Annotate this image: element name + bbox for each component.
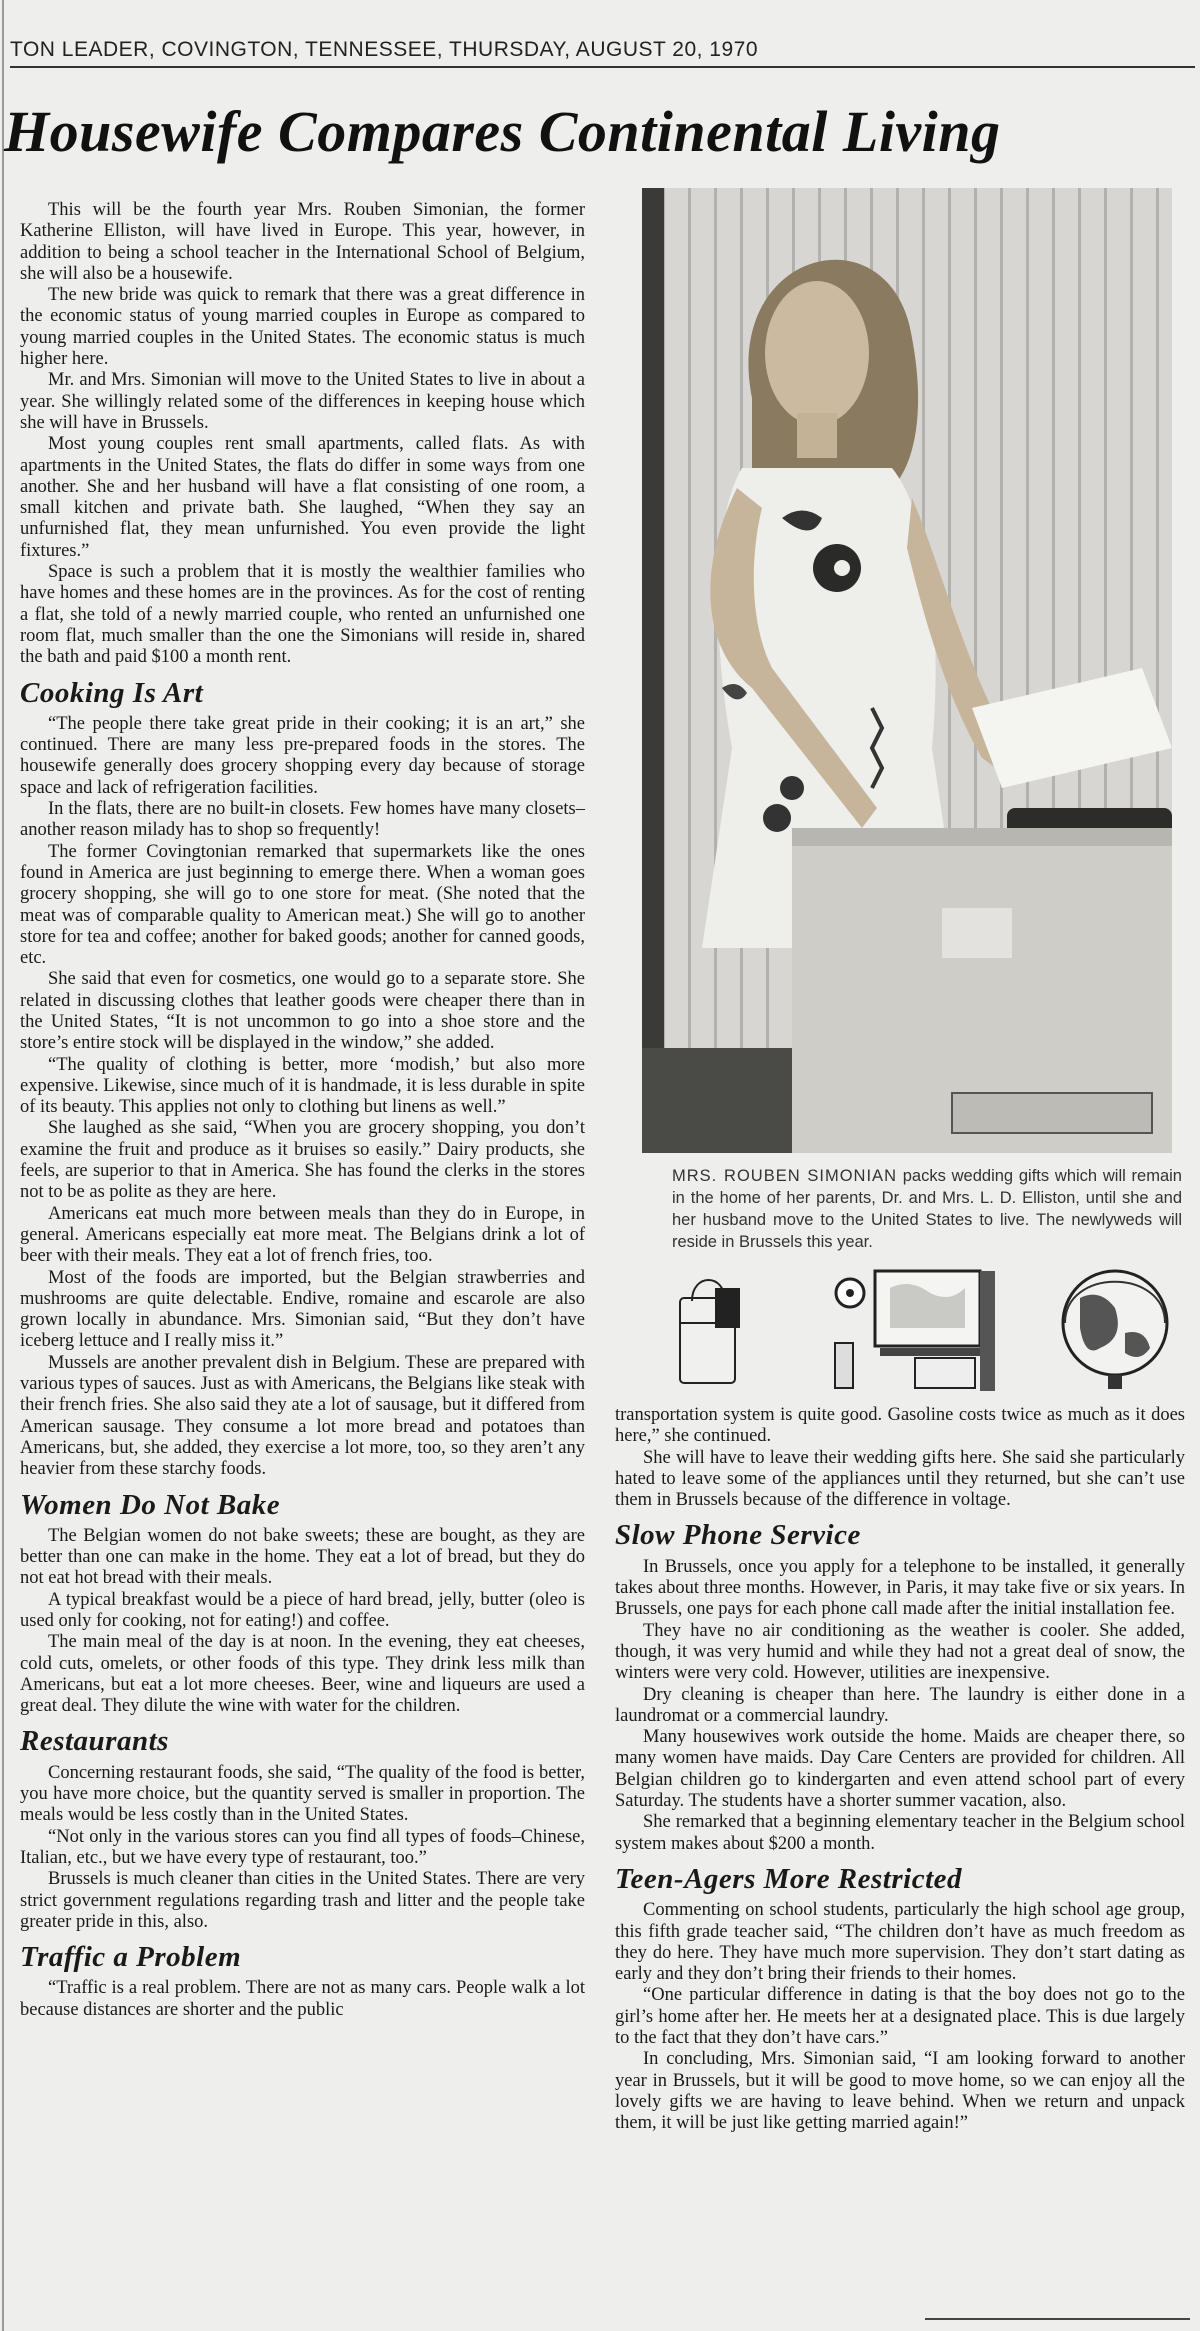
article-paragraph: Mussels are another prevalent dish in Belgium. These are prepared with various types of sauces. Just as with Americans, the Belgians like steak with their french fries. She also said they ate a lot of sausage, but it differed from American sausage. They consume a lot more bread and potatoes than Americans, but, she added, they exercise a lot more, too, so they aren’t any heavier from these starchy foods.: [20, 1352, 585, 1480]
record-player-icon: [835, 1279, 864, 1388]
article-paragraph: She remarked that a beginning elementary teacher in the Belgium school system makes about $200 a month.: [615, 1812, 1185, 1854]
article-paragraph: The main meal of the day is at noon. In the evening, they eat cheeses, cold cuts, omelets, or other foods of this type. They drink less milk than Americans, but eat a lot more cheeses. Beer, wine and liqueurs are used a great deal. They dilute the wine with water for the children.: [20, 1632, 585, 1717]
article-paragraph: Brussels is much cleaner than cities in the United States. There are very strict government regulations regarding trash and litter and the people take greater pride in this, also.: [20, 1869, 585, 1932]
end-rule: [925, 2318, 1190, 2320]
article-paragraph: “One particular difference in dating is that the boy does not go to the girl’s home after her. He meets her at a designated place. This is due largely to the fact that they don’t have cars.”: [615, 1985, 1185, 2049]
article-paragraph: “Traffic is a real problem. There are not as many cars. People walk a lot because distances are shorter and the public: [20, 1978, 585, 2020]
section-subhead: Teen-Agers More Restricted: [615, 1862, 963, 1895]
section-subhead: Restaurants: [20, 1725, 169, 1758]
article-paragraph: They have no air conditioning as the weather is cooler. She added, though, it was very humid and while they had not a great deal of snow, the winters were very cold. However, utilities are inexpensive.: [615, 1620, 1185, 1684]
article-paragraph: “The quality of clothing is better, more ‘modish,’ but also more expensive. Likewise, since much of it is handmade, it is less durable in spite of its beauty. This applies not only to clothing but linens as well.”: [20, 1054, 585, 1118]
section-subhead: Women Do Not Bake: [20, 1488, 281, 1521]
section-subhead: Traffic a Problem: [20, 1941, 242, 1974]
article-paragraph: Dry cleaning is cheaper than here. The laundry is either done in a laundromat or a commercial laundry.: [615, 1684, 1185, 1726]
article-paragraph: transportation system is quite good. Gasoline costs twice as much as it does here,” she continued.: [615, 1405, 1185, 1447]
article-paragraph: Americans eat much more between meals than they do in Europe, in general. Americans especially eat more meat. The Belgians drink a lot of beer with their meals. They eat a lot of french fries, too.: [20, 1203, 585, 1267]
article-paragraph: “Not only in the various stores can you find all types of foods–Chinese, Italian, etc., but we have every type of restaurant, too.”: [20, 1826, 585, 1868]
article-paragraph: Most of the foods are imported, but the Belgian strawberries and mushrooms are quite delectable. Endive, romaine and escarole are also grown locally in abundance. Mrs. Simonian said, “But they don’t have iceberg lettuce and I really miss it.”: [20, 1267, 585, 1352]
page-edge-rule: [2, 0, 4, 2331]
article-paragraph: Concerning restaurant foods, she said, “The quality of the food is better, you have more choice, but the quantity served is smaller in proportion. The meals would be less costly than in the United States.: [20, 1762, 585, 1826]
article-paragraph: In the flats, there are no built-in closets. Few homes have many closets– another reason milady has to shop so frequently!: [20, 799, 585, 841]
article-paragraph: In concluding, Mrs. Simonian said, “I am looking forward to another year in Brussels, but it will be good to move home, so we can enjoy all the lovely gifts we are having to leave behind. When we return and unpack them, it will be just like getting married again!”: [615, 2049, 1185, 2134]
section-subhead: Cooking Is Art: [20, 676, 204, 709]
article-paragraph: She laughed as she said, “When you are grocery shopping, you don’t examine the fruit and produce as it bruises so easily.” Dairy products, she feels, are superior to that in America. She has found the clerks in the stores not to be as polite as they are here.: [20, 1118, 585, 1203]
article-paragraph: Space is such a problem that it is mostly the wealthier families who have homes and these homes are in the provinces. As for the cost of renting a flat, she told of a newly married couple, who rented an unfurnished one room flat, much smaller than the one the Simonians will reside in, shared the bath and paid $100 a month rent.: [20, 562, 585, 668]
section-subhead: Slow Phone Service: [615, 1519, 861, 1552]
photo-woman-packing-gifts: [642, 188, 1172, 1153]
article-paragraph: “The people there take great pride in their cooking; it is an art,” she continued. There are many less pre-prepared foods in the stores. The housewife generally does grocery shopping every day because of storage space and lack of refrigeration facilities.: [20, 713, 585, 798]
caption-name: MRS. ROUBEN SIMONIAN: [672, 1167, 897, 1185]
article-paragraph: Commenting on school students, particularly the high school age group, this fifth grade teacher said, “The children don’t have as much freedom as they do here. They have much more supervision. They don’t start dating as early and they don’t bring their friends to their homes.: [615, 1900, 1185, 1985]
headline: Housewife Compares Continental Living: [4, 99, 1001, 164]
decorative-icons: [670, 1263, 1190, 1398]
caption-text: packs wedding gifts which will remain in the home of her parents, Dr. and Mrs. L. D. Elliston, until she and her husband move to the United States to live. The newlyweds will reside in Brussels this year.: [672, 1167, 1182, 1251]
photo-caption: [672, 1165, 1182, 1253]
article-paragraph: This will be the fourth year Mrs. Rouben Simonian, the former Katherine Elliston, will have lived in Europe. This year, however, in addition to being a school teacher in the International School of Belgium, she will also be a housewife.: [20, 200, 585, 284]
article-paragraph: Many housewives work outside the home. Maids are cheaper there, so many women have maids. Day Care Centers are provided for children. All Belgian children go to kindergarten and even attend school part of every Saturday. The students have a shorter summer vacation, also.: [615, 1727, 1185, 1812]
article-paragraph: The Belgian women do not bake sweets; these are bought, as they are better than one can make in the home. They eat a lot of bread, but they do not eat hot bread with their meals.: [20, 1525, 585, 1589]
dateline: TON LEADER, COVINGTON, TENNESSEE, THURSDAY, AUGUST 20, 1970: [10, 38, 1195, 68]
article-paragraph: She said that even for cosmetics, one would go to a separate store. She related in discussing clothes that leather goods were cheaper there than in the United States, “It is not uncommon to go into a shoe store and the store’s entire stock will be displayed in the window,” she added.: [20, 969, 585, 1054]
article-paragraph: She will have to leave their wedding gifts here. She said she particularly hated to leave some of the appliances until they returned, but she can’t use them in Brussels because of the difference in voltage.: [615, 1447, 1185, 1511]
article-paragraph: The new bride was quick to remark that there was a great difference in the economic status of young married couples in Europe as compared to young married couples in the United States. The economic status is much higher here.: [20, 285, 585, 370]
article-paragraph: A typical breakfast would be a piece of hard bread, jelly, butter (oleo is used only for cooking, not for eating!) and coffee.: [20, 1589, 585, 1631]
right-column: [615, 1405, 1185, 2135]
tv-desk-icon: [875, 1271, 995, 1391]
globe-icon: [1063, 1271, 1167, 1389]
photo-illustration: [642, 188, 1172, 1153]
article-paragraph: Mr. and Mrs. Simonian will move to the United States to live in about a year. She willingly related some of the differences in keeping house which she will have in Brussels.: [20, 370, 585, 433]
left-column: [20, 200, 585, 2021]
article-paragraph: In Brussels, once you apply for a telephone to be installed, it generally takes about three months. However, in Paris, it may take five or six years. In Brussels, one pays for each phone call made after the initial installation fee.: [615, 1556, 1185, 1620]
handbag-icon: [680, 1280, 740, 1383]
article-paragraph: Most young couples rent small apartments, called flats. As with apartments in the United States, the flats do differ in some ways from one another. She and her husband will have a flat consisting of one room, a small kitchen and private bath. She laughed, “When they say an unfurnished flat, they mean unfurnished. You even provide the light fixtures.”: [20, 434, 585, 561]
article-paragraph: The former Covingtonian remarked that supermarkets like the ones found in America are just beginning to emerge there. When a woman goes grocery shopping, she will go to one store for meat. (She noted that the meat was of comparable quality to American meat.) She will go to another store for tea and coffee; another for baked goods; another for canned goods, etc.: [20, 841, 585, 969]
